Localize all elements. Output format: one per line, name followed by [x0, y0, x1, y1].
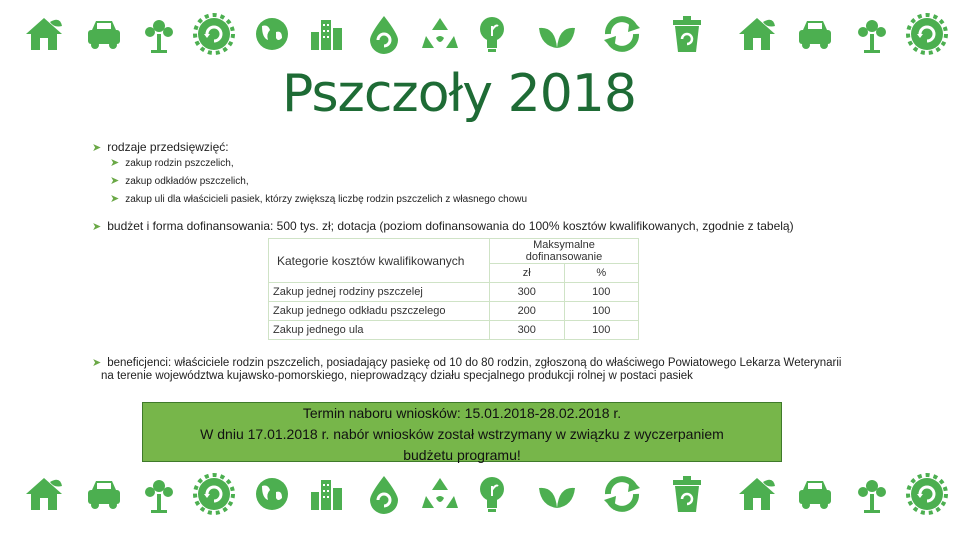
city-icon	[305, 12, 349, 56]
gear-recycle-icon	[192, 12, 236, 56]
car-icon	[82, 12, 126, 56]
tree-icon	[850, 12, 894, 56]
drop-recycle-icon	[362, 472, 406, 516]
house-icon	[735, 472, 779, 516]
tree-icon	[137, 12, 181, 56]
row-label: Zakup jednego ula	[269, 321, 490, 340]
globe-icon	[250, 12, 294, 56]
slide-title: Pszczoły 2018	[282, 64, 636, 124]
gear-recycle-icon	[905, 472, 949, 516]
col-header-categories: Kategorie kosztów kwalifikowanych	[269, 239, 490, 283]
top-icon-strip	[0, 12, 960, 62]
type-text: zakup odkładów pszczelich,	[125, 176, 249, 187]
arrows-recycle-icon	[600, 472, 644, 516]
type-bullet-3	[110, 192, 527, 205]
type-bullet-2	[110, 174, 249, 187]
arrows-recycle-icon	[600, 12, 644, 56]
recycle-icon	[418, 12, 462, 56]
budget-text: budżet i forma dofinansowania: 500 tys. zł; dotacja (poziom dofinansowania do 100% kosztów kwalifikowanych, zgodnie z tabelą)	[107, 219, 794, 233]
budget-bullet	[92, 219, 794, 233]
type-text: zakup rodzin pszczelich,	[125, 158, 234, 169]
subheader-percent: %	[564, 264, 639, 283]
arrow-bullet-icon: ➤	[92, 221, 102, 233]
bulb-icon	[470, 472, 514, 516]
arrow-bullet-icon: ➤	[110, 157, 120, 169]
bottom-icon-strip	[0, 472, 960, 522]
bin-icon	[665, 472, 709, 516]
row-zl: 200	[490, 302, 565, 321]
arrow-bullet-icon: ➤	[110, 175, 120, 187]
notice-line-2: W dniu 17.01.2018 r. nabór wniosków został wstrzymany w związku z wyczerpaniem	[200, 426, 724, 442]
house-icon	[735, 12, 779, 56]
beneficiaries-text-1: beneficjenci: właściciele rodzin pszczelich, posiadający pasiekę od 10 do 80 rodzin, zgłoszoną do właściwego Powiatowego Lekarza Weterynarii	[107, 357, 842, 369]
tree-icon	[137, 472, 181, 516]
intro-bullet	[92, 140, 229, 154]
row-pct: 100	[564, 283, 639, 302]
tree-icon	[850, 472, 894, 516]
city-icon	[305, 472, 349, 516]
gear-recycle-icon	[192, 472, 236, 516]
arrow-bullet-icon: ➤	[92, 357, 102, 369]
drop-recycle-icon	[362, 12, 406, 56]
bulb-icon	[470, 12, 514, 56]
arrow-bullet-icon: ➤	[110, 193, 120, 205]
subheader-zl: zł	[490, 264, 565, 283]
intro-text: rodzaje przedsięwzięć:	[107, 140, 229, 154]
leaves-icon	[535, 472, 579, 516]
table-row	[269, 302, 639, 321]
bin-icon	[665, 12, 709, 56]
row-pct: 100	[564, 302, 639, 321]
car-icon	[82, 472, 126, 516]
type-text: zakup uli dla właścicieli pasiek, którzy zwiększą liczbę rodzin pszczelich z własnego chowu	[125, 194, 528, 205]
row-pct: 100	[564, 321, 639, 340]
row-label: Zakup jednej rodziny pszczelej	[269, 283, 490, 302]
type-bullet-1	[110, 156, 234, 169]
notice-line-3: budżetu programu!	[403, 447, 521, 463]
table-row	[269, 321, 639, 340]
beneficiaries-text-2: na terenie województwa kujawsko-pomorskiego, nieprowadzący działu specjalnego produkcji rolnej w postaci pasiek	[101, 370, 693, 382]
col-header-max-funding: Maksymalne dofinansowanie	[490, 239, 639, 264]
beneficiaries-bullet	[92, 356, 842, 369]
car-icon	[793, 12, 837, 56]
gear-recycle-icon	[905, 12, 949, 56]
row-zl: 300	[490, 283, 565, 302]
row-label: Zakup jednego odkładu pszczelego	[269, 302, 490, 321]
notice-box	[142, 402, 782, 462]
notice-line-1: Termin naboru wniosków: 15.01.2018-28.02.2018 r.	[302, 405, 622, 421]
row-zl: 300	[490, 321, 565, 340]
globe-icon	[250, 472, 294, 516]
car-icon	[793, 472, 837, 516]
table-row	[269, 283, 639, 302]
arrow-bullet-icon: ➤	[92, 142, 102, 154]
house-icon	[22, 12, 66, 56]
cost-table	[268, 238, 639, 340]
recycle-icon	[418, 472, 462, 516]
leaves-icon	[535, 12, 579, 56]
house-icon	[22, 472, 66, 516]
